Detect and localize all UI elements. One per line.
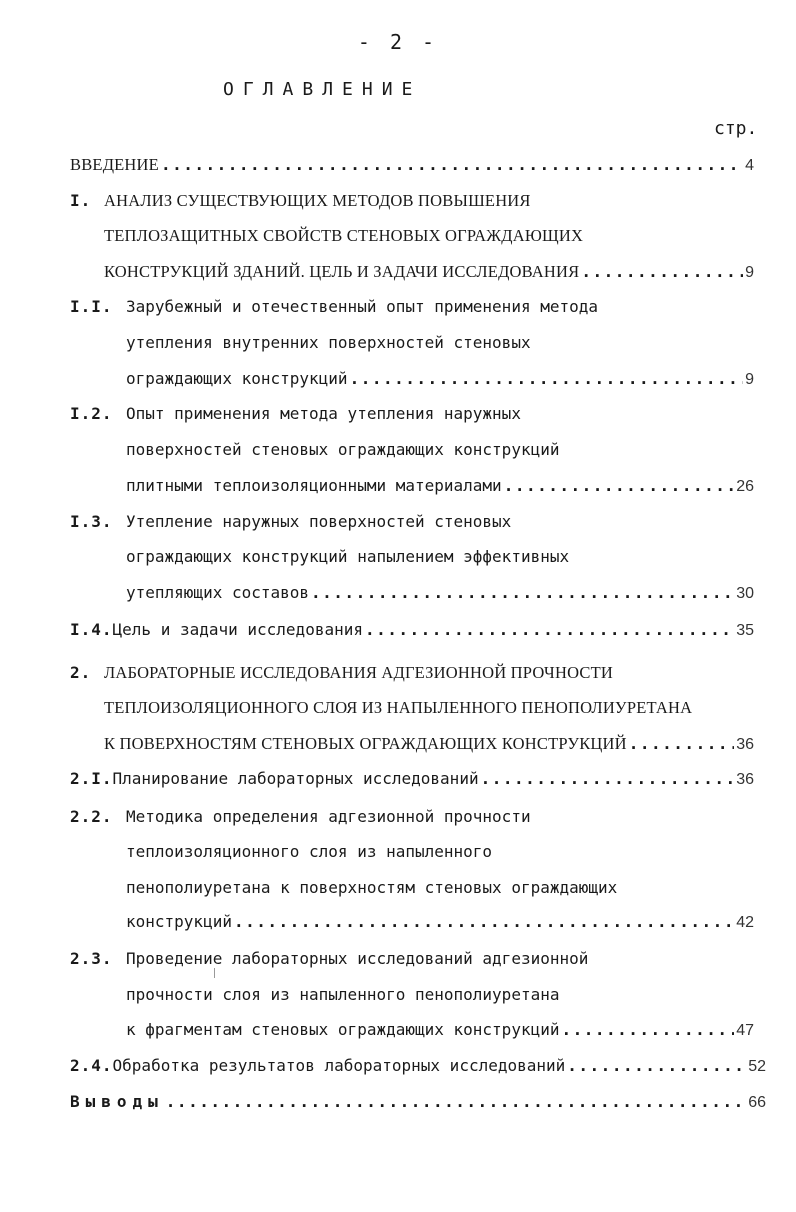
toc-entry-1-3-line2 xyxy=(126,544,569,570)
toc-entry-text: Обработка результатов лабораторных исследований xyxy=(112,1056,566,1075)
toc-entry-1-1-line3 xyxy=(126,366,754,392)
toc-section-number: I.I. xyxy=(70,297,113,316)
toc-entry-text: АНАЛИЗ СУЩЕСТВУЮЩИХ МЕТОДОВ ПОВЫШЕНИЯ xyxy=(104,191,531,210)
toc-entry-text: Зарубежный и отечественный опыт применения метода xyxy=(126,297,599,316)
toc-entry-text: Опыт применения метода утепления наружных xyxy=(126,404,521,423)
toc-page-number: 52 xyxy=(748,1058,766,1075)
toc-entry-1-1-line2 xyxy=(126,330,531,356)
toc-page-number: 66 xyxy=(748,1094,766,1111)
toc-section-number: 2. xyxy=(70,663,92,682)
toc-entry-1-4 xyxy=(70,617,754,643)
toc-section-number: I.3. xyxy=(70,512,113,531)
toc-entry-conclusions xyxy=(70,1089,766,1115)
toc-section-number: 2.4. xyxy=(70,1056,113,1075)
dot-leader xyxy=(629,731,734,757)
toc-entry-1-2-line3 xyxy=(126,473,754,499)
dot-leader xyxy=(581,259,743,285)
toc-entry-text: Утепление наружных поверхностей стеновых xyxy=(126,512,512,531)
dot-leader xyxy=(481,766,735,792)
dot-leader xyxy=(365,617,734,643)
toc-entry-ch1-line2 xyxy=(104,223,583,249)
toc-entry-text: ВВЕДЕНИЕ xyxy=(70,155,159,174)
toc-entry-text: Цель и задачи исследования xyxy=(112,620,363,639)
toc-entry-text: Выводы xyxy=(70,1092,164,1111)
toc-entry-1-1 xyxy=(70,294,598,320)
toc-section-number: 2.2. xyxy=(70,807,113,826)
toc-entry-ch2-line2 xyxy=(104,695,692,721)
toc-entry-text: Планирование лабораторных исследований xyxy=(112,769,479,788)
toc-entry-1-2-line2 xyxy=(126,437,559,463)
toc-entry-text: КОНСТРУКЦИЙ ЗДАНИЙ. ЦЕЛЬ И ЗАДАЧИ ИССЛЕДОВАНИЯ xyxy=(104,262,580,281)
dot-leader xyxy=(311,580,734,606)
toc-entry-text: утепляющих составов xyxy=(126,583,310,602)
toc-entry-2-2-line3 xyxy=(126,875,617,901)
toc-page-number: 35 xyxy=(736,622,754,639)
toc-page-number: 47 xyxy=(736,1022,754,1039)
toc-entry-text: к фрагментам стеновых ограждающих конструкций xyxy=(126,1020,560,1039)
toc-page-number: 36 xyxy=(736,771,754,788)
toc-section-number: 2.3. xyxy=(70,949,113,968)
dot-leader xyxy=(567,1053,746,1079)
toc-entry-text: ТЕПЛОИЗОЛЯЦИОННОГО СЛОЯ ИЗ НАПЫЛЕННОГО ПЕНОПОЛИУРЕТАНА xyxy=(104,698,693,717)
toc-entry-text: пенополиуретана к поверхностям стеновых ограждающих xyxy=(126,878,618,897)
toc-title: ОГЛАВЛЕНИЕ xyxy=(223,79,422,100)
dot-leader xyxy=(166,1089,746,1115)
toc-page-number: 9 xyxy=(745,264,754,281)
toc-entry-text: плитными теплоизоляционными материалами xyxy=(126,476,502,495)
dot-leader xyxy=(234,909,734,935)
paper-speck xyxy=(214,968,215,978)
toc-entry-2-2-line4 xyxy=(126,909,754,935)
dot-leader xyxy=(561,1017,734,1043)
toc-entry-1-3-line3 xyxy=(126,580,754,606)
page-number: - 2 - xyxy=(357,30,439,54)
toc-section-number: I.2. xyxy=(70,404,113,423)
toc-entry-2-3-line3 xyxy=(126,1017,754,1043)
toc-entry-2-2 xyxy=(70,804,531,830)
toc-page-number: 4 xyxy=(745,157,754,174)
toc-entry-1-3 xyxy=(70,509,511,535)
toc-entry-ch2-line3 xyxy=(104,731,754,757)
toc-entry-text: конструкций xyxy=(126,912,232,931)
toc-entry-text: ограждающих конструкций напылением эффективных xyxy=(126,547,570,566)
toc-entry-text: Проведение лабораторных исследований адгезионной xyxy=(126,949,589,968)
toc-section-number: I. xyxy=(70,191,92,210)
toc-entry-text: теплоизоляционного слоя из напыленного xyxy=(126,842,493,861)
toc-entry-intro xyxy=(70,152,754,178)
toc-entry-2-3-line2 xyxy=(126,982,559,1008)
page-column-label: стр. xyxy=(714,118,758,139)
toc-page-number: 42 xyxy=(736,914,754,931)
toc-entry-text: ЛАБОРАТОРНЫЕ ИССЛЕДОВАНИЯ АДГЕЗИОННОЙ ПРОЧНОСТИ xyxy=(104,663,614,682)
dot-leader xyxy=(350,366,744,392)
toc-entry-2-2-line2 xyxy=(126,839,492,865)
toc-entry-2-4 xyxy=(70,1053,766,1079)
dot-leader xyxy=(161,152,743,178)
toc-entry-text: ограждающих конструкций xyxy=(126,369,348,388)
toc-entry-text: ТЕПЛОЗАЩИТНЫХ СВОЙСТВ СТЕНОВЫХ ОГРАЖДАЮЩИХ xyxy=(104,226,584,245)
toc-entry-text: К ПОВЕРХНОСТЯМ СТЕНОВЫХ ОГРАЖДАЮЩИХ КОНСТРУКЦИЙ xyxy=(104,734,627,753)
toc-entry-2-3 xyxy=(70,946,588,972)
toc-page-number: 26 xyxy=(736,478,754,495)
toc-page-number: 36 xyxy=(736,736,754,753)
toc-section-number: 2.I. xyxy=(70,769,113,788)
toc-entry-ch1 xyxy=(70,188,531,214)
toc-page-number: 9 xyxy=(745,371,754,388)
toc-entry-ch2 xyxy=(70,660,613,686)
toc-entry-text: утепления внутренних поверхностей стеновых xyxy=(126,333,531,352)
toc-page-number: 30 xyxy=(736,585,754,602)
toc-entry-2-1 xyxy=(70,766,754,792)
toc-section-number: I.4. xyxy=(70,620,113,639)
toc-entry-text: прочности слоя из напыленного пенополиуретана xyxy=(126,985,560,1004)
toc-entry-text: поверхностей стеновых ограждающих конструкций xyxy=(126,440,560,459)
dot-leader xyxy=(504,473,735,499)
toc-entry-text: Методика определения адгезионной прочности xyxy=(126,807,531,826)
toc-entry-ch1-line3 xyxy=(104,259,754,285)
toc-entry-1-2 xyxy=(70,401,521,427)
